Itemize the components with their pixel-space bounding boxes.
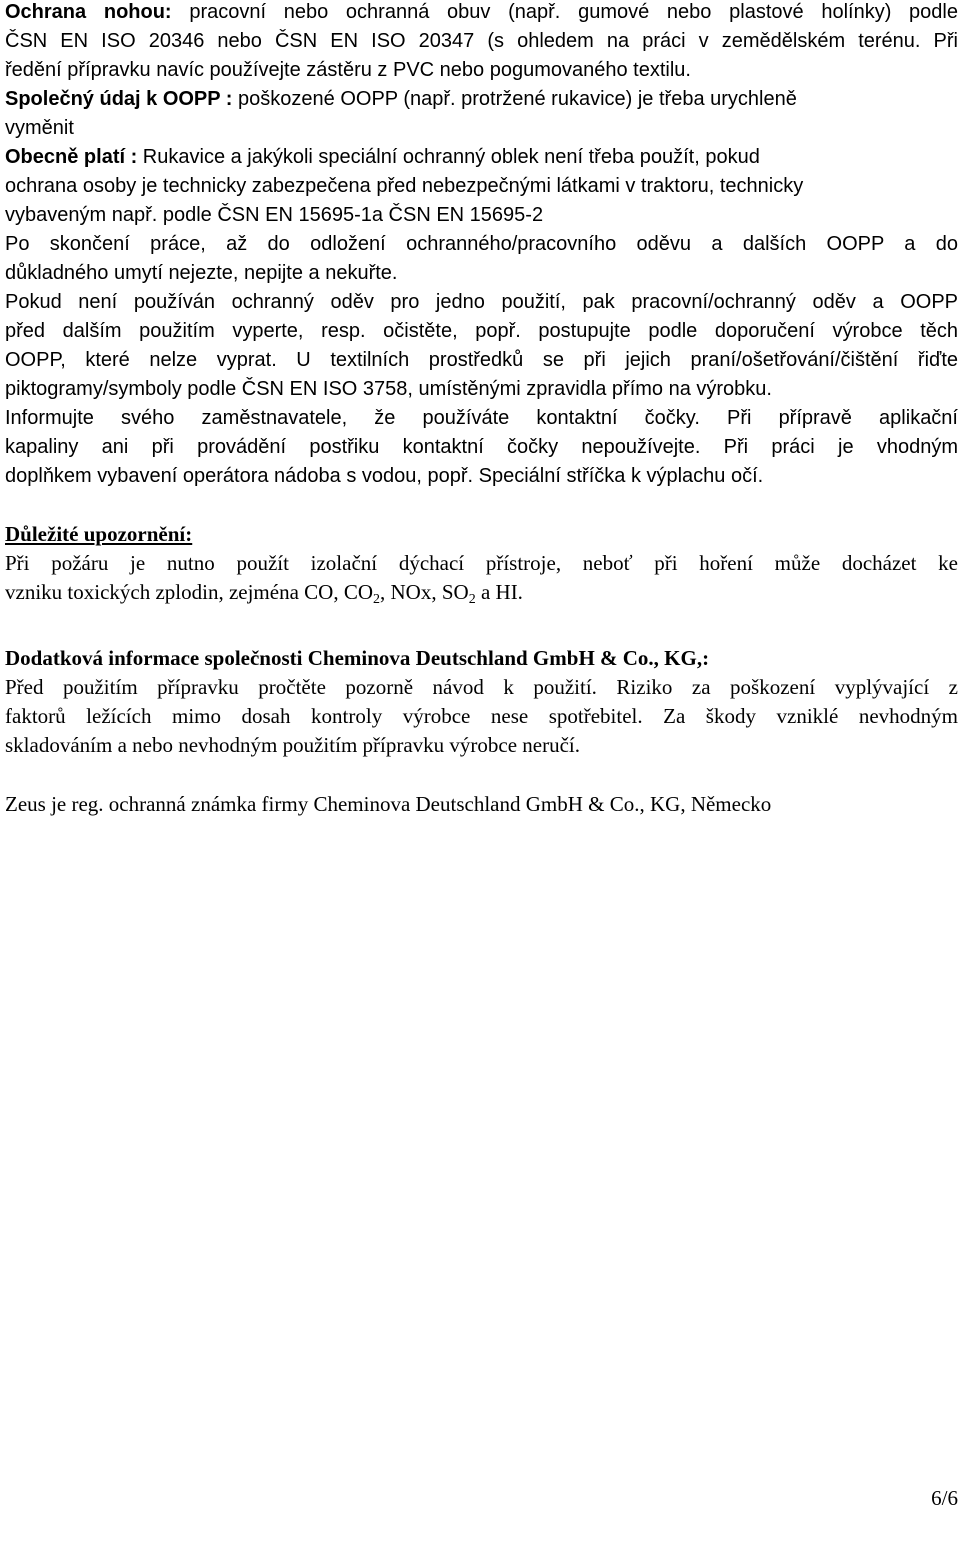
subscript-co2: 2 bbox=[373, 592, 381, 607]
paragraph-contact-lenses-line2: kapaliny ani při provádění postřiku kontaktní čočky nepoužívejte. Při práci je vhodným bbox=[5, 436, 958, 458]
paragraph-general-line2: ochrana osoby je technicky zabezpečena před nebezpečnými látkami v traktoru, technicky bbox=[5, 175, 804, 197]
paragraph-foot-protection-line3: ředění přípravku navíc používejte zástěru z PVC nebo pogumovaného textilu. bbox=[5, 59, 691, 81]
paragraph-contact-lenses-line1: Informujte svého zaměstnavatele, že používáte kontaktní čočky. Při přípravě aplikační bbox=[5, 407, 958, 429]
additional-info-heading: Dodatková informace společnosti Cheminova Deutschland GmbH & Co., KG,: bbox=[5, 646, 710, 670]
foot-protection-text: pracovní nebo ochranná obuv (např. gumové nebo plastové holínky) podle bbox=[171, 1, 958, 23]
paragraph-after-work-line1: Po skončení práce, až do odložení ochranného/pracovního oděvu a dalších OOPP a do bbox=[5, 233, 958, 255]
general-text: Rukavice a jakýkoli speciální ochranný oblek není třeba použít, pokud bbox=[137, 146, 760, 168]
important-notice-line1: Při požáru je nutno použít izolační dýchací přístroje, neboť při hoření může docházet ke bbox=[5, 551, 958, 575]
paragraph-common-ppe-line1 bbox=[5, 87, 797, 112]
paragraph-clothing-line2: před dalším použitím vyperte, resp. očistěte, popř. postupujte podle doporučení výrobce těch bbox=[5, 320, 958, 342]
trademark-note: Zeus je reg. ochranná známka firmy Cheminova Deutschland GmbH & Co., KG, Německo bbox=[5, 792, 772, 816]
paragraph-clothing-line4: piktogramy/symboly podle ČSN EN ISO 3758, umístěnými zpravidla přímo na výrobku. bbox=[5, 378, 772, 400]
paragraph-contact-lenses-line3: doplňkem vybavení operátora nádoba s vodou, popř. Speciální stříčka k výplachu očí. bbox=[5, 465, 764, 487]
additional-info-line1: Před použitím přípravku pročtěte pozorně návod k použití. Riziko za poškození vyplývající z bbox=[5, 675, 958, 699]
additional-info-line3: skladováním a nebo nevhodným použitím přípravku výrobce neručí. bbox=[5, 733, 581, 757]
common-ppe-text: poškozené OOPP (např. protržené rukavice) je třeba urychleně bbox=[232, 88, 797, 110]
paragraph-general-line1 bbox=[5, 145, 760, 170]
paragraph-clothing-line1: Pokud není používán ochranný oděv pro jedno použití, pak pracovní/ochranný oděv a OOPP bbox=[5, 291, 958, 313]
important-notice-heading: Důležité upozornění: bbox=[5, 522, 193, 546]
paragraph-clothing-line3: OOPP, které nelze vyprat. U textilních prostředků se při jejich praní/ošetřování/čištění řiďte bbox=[5, 349, 958, 371]
important-notice-line2-part-b: , NOx, SO bbox=[380, 580, 469, 604]
important-notice-line2-part-a: vzniku toxických zplodin, zejména CO, CO bbox=[5, 580, 374, 604]
general-label: Obecně platí : bbox=[5, 146, 138, 168]
foot-protection-label: Ochrana nohou: bbox=[5, 1, 172, 23]
paragraph-general-line3: vybaveným např. podle ČSN EN 15695-1a ČSN EN 15695-2 bbox=[5, 204, 544, 226]
additional-info-line2: faktorů ležících mimo dosah kontroly výrobce nese spotřebitel. Za škody vzniklé nevhodným bbox=[5, 704, 958, 728]
page-number: 6/6 bbox=[931, 1486, 958, 1510]
paragraph-foot-protection-line1 bbox=[5, 0, 958, 25]
subscript-so2: 2 bbox=[468, 592, 476, 607]
important-notice-line2 bbox=[5, 580, 523, 605]
paragraph-after-work-line2: důkladného umytí nejezte, nepijte a nekuřte. bbox=[5, 262, 398, 284]
paragraph-foot-protection-line2: ČSN EN ISO 20346 nebo ČSN EN ISO 20347 (s ohledem na práci v zemědělském terénu. Při bbox=[5, 30, 958, 52]
paragraph-common-ppe-line2: vyměnit bbox=[5, 117, 74, 139]
common-ppe-label: Společný údaj k OOPP : bbox=[5, 88, 233, 110]
important-notice-line2-part-c: a HI. bbox=[475, 580, 523, 604]
